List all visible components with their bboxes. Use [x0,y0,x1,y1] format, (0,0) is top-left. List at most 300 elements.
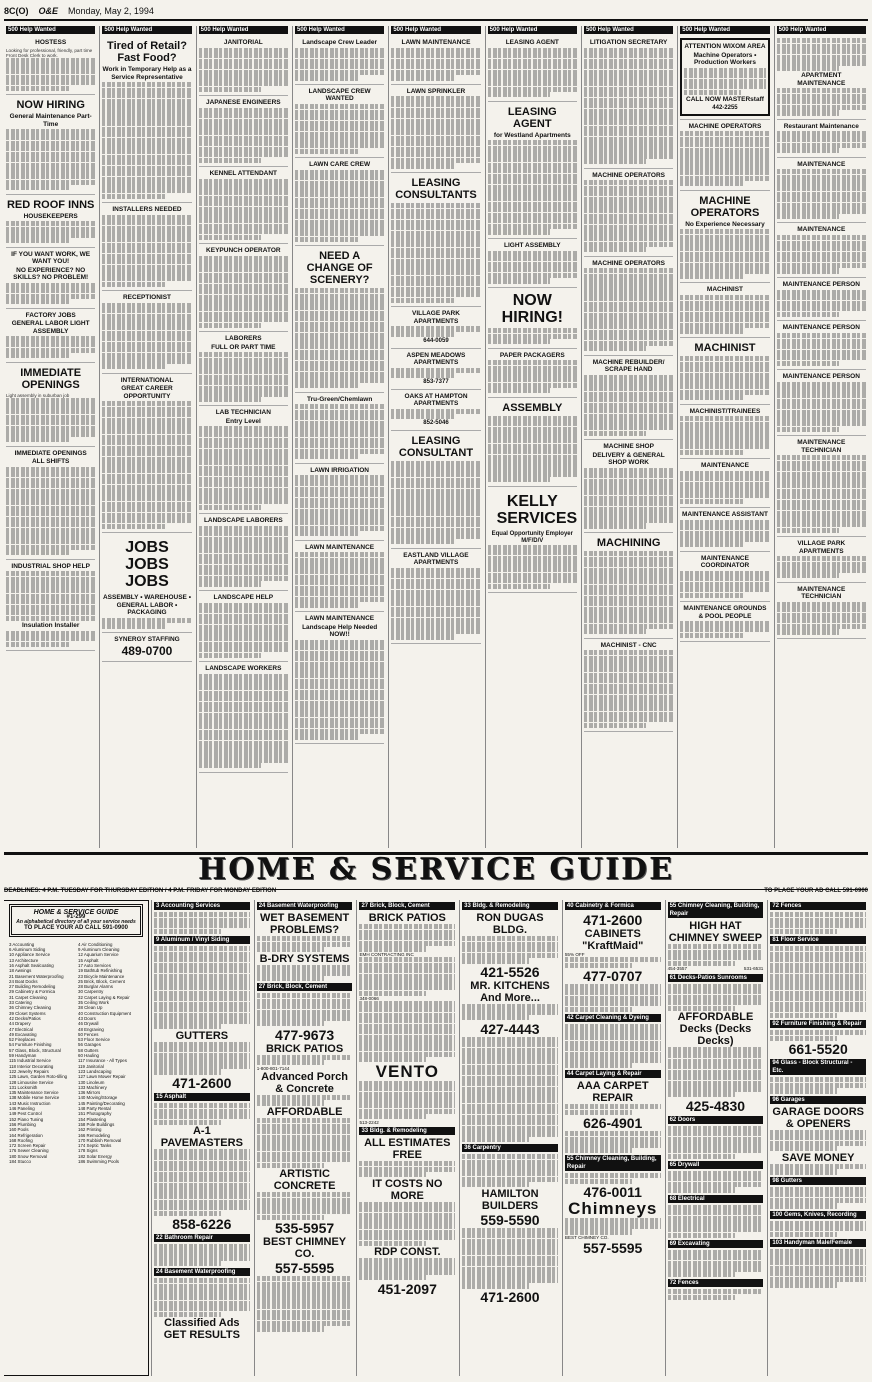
category-item: 39 Closet Systems [9,1010,46,1016]
category-item: 43 Doors [78,1015,96,1021]
ad-subtitle: ASSEMBLY • WAREHOUSE • GENERAL LABOR • PACKAGING [102,594,191,617]
ad-title: Tru-Green/Chemlawn [306,395,373,403]
ad-title: Tired of Retail? Fast Food? [107,40,187,64]
classified-ad [488,398,577,487]
guide-section-heading: 33 Bldg. & Remodeling [462,902,558,910]
classified-column-5 [388,26,482,848]
category-item: 47 Electrical [9,1026,33,1032]
column-heading: 500 Help Wanted [295,26,384,34]
ad-title: LAWN IRRIGATION [310,466,370,474]
guide-section-heading: 81 Floor Service [770,936,866,944]
category-item: 29 Cabinetry & Formica [9,989,56,995]
guide-ad-title: EMH CONTRACTING INC [359,951,414,957]
category-item: 12 Aquarium Service [78,952,119,958]
ad-subtitle: General Maintenance Part-Time [9,113,92,128]
classified-ad [102,36,191,203]
classified-ad [584,639,673,733]
column-heading: 500 Help Wanted [6,26,95,34]
classified-ad [777,278,866,321]
guide-ad-title: AFFORDABLE Decks (Decks Decks) [677,1011,754,1048]
ad-subtitle: DELIVERY & GENERAL SHOP WORK [592,451,665,467]
guide-ad-phone: 471-2600 [480,1289,540,1306]
ad-title: MACHINIST/TRAINEES [689,407,761,415]
classified-ad [777,370,866,436]
guide-column-5 [562,900,663,1376]
ad-phone: 852-5046 [423,419,449,426]
ad-title: LEASING CONSULTANTS [395,176,477,201]
paper-name: O&E [38,6,59,16]
ad-title: MAINTENANCE PERSON [782,373,860,381]
ad-title: MAINTENANCE PERSON [782,281,860,289]
guide-section-heading: 55 Chimney Cleaning, Building, Repair [668,902,764,918]
classified-ad [488,102,577,239]
guide-section-heading: 94 Glass - Block Structural - Etc. [770,1059,866,1075]
classified-ad [777,120,866,158]
index-cta: TO PLACE YOUR AD CALL 591-0900 [24,924,128,931]
ad-title: MACHINE OPERATORS [688,122,762,130]
home-service-guide-banner [4,852,868,890]
guide-section-heading: 36 Carpentry [462,1144,558,1152]
guide-ad-title: SAVE MONEY [781,1151,855,1164]
index-range: #1-299 [66,914,86,921]
category-item: 170 Rubbish Removal [78,1137,122,1143]
ad-phone: 442-2255 [712,104,738,111]
classified-ad [199,332,288,406]
classified-ad [102,633,191,662]
category-item: 21 Basement Waterproofing [9,973,64,979]
category-item: 9 Aluminum Cleaning [78,947,120,953]
guide-ad-phone: 531-6531 [743,966,764,972]
ad-title: ATTENTION WIXOM AREA [684,43,766,50]
guide-index [4,900,149,1376]
guide-title: HOME & SERVICE GUIDE [197,852,675,887]
guide-column-4 [459,900,560,1376]
ad-title: MAINTENANCE PERSON [782,324,860,332]
ad-title: IMMEDIATE OPENINGS [20,366,82,391]
ad-subtitle: Equal Opportunity Employer M/F/D/V [491,530,573,544]
ad-subtitle: GENERAL LABOR LIGHT ASSEMBLY [11,320,90,335]
category-item: 38 Clean Up [78,1005,103,1011]
ad-title: NOW HIRING [16,99,85,112]
guide-ad-phone: 513-2242 [359,1119,379,1125]
guide-ad-phone: 557-5595 [274,1260,335,1277]
ad-title: EASTLAND VILLAGE APARTMENTS [403,551,469,567]
ad-title: ASSEMBLY [502,401,563,414]
category-item: 23 Bicycle Maintenance [78,973,125,979]
classified-ad [680,405,769,460]
category-item: 25 Brick, Block, Cement [78,978,125,984]
ad-subtitle: GREAT CAREER OPPORTUNITY [121,385,173,400]
guide-column-3 [356,900,457,1376]
guide-ad-phone: 348-0066 [359,996,379,1002]
guide-deadlines: DEADLINES: 4 P.M. TUESDAY FOR THURSDAY EDITION / 4 P.M. FRIDAY FOR MONDAY EDITION [4,888,277,894]
category-item: 158 Pole Buildings [78,1121,115,1127]
classified-ad [680,191,769,284]
guide-ad-phone: 477-0707 [583,968,643,985]
ad-title: LAWN SPRINKLER [406,87,466,95]
ad-subtitle: Insulation Installer [21,622,80,630]
ad-subtitle: ALL SHIFTS [31,458,70,465]
guide-ad-title: CABINETS "KraftMaid" [582,928,644,952]
index-description: An alphabetical directory of all your service needs [16,919,136,926]
classified-column-9 [774,26,868,848]
category-item: 117 Insurance - All Types [78,1058,127,1064]
ad-title: JANITORIAL [223,39,263,46]
classified-column-7 [581,26,675,848]
ad-title: INTERNATIONAL [120,376,174,384]
category-item: 156 Plumbing [9,1121,36,1127]
classified-column-1 [4,26,97,848]
guide-ad-title: AFFORDABLE [266,1106,343,1119]
classified-ad [6,195,95,248]
category-item: 178 Signs [78,1148,98,1154]
ad-phone: 489-0700 [121,643,173,658]
ad-title: KEYPUNCH OPERATOR [206,247,281,255]
category-item: 4 Air Conditioning [78,941,113,947]
guide-ad-phone: 471-2600 [172,1075,232,1092]
ad-phone: 644-0059 [423,337,449,344]
category-item: 166 Remodeling [78,1132,110,1138]
classified-ad [295,464,384,541]
ad-title: RECEPTIONIST [122,294,172,302]
category-item: 17 Auto Services [78,963,111,968]
top-rule [4,19,868,21]
guide-section-heading: 42 Carpet Cleaning & Dyeing [565,1014,661,1022]
guide-ad-title: VENTO [375,1061,439,1081]
category-item: 133 Machinery [78,1084,107,1090]
category-item: 127 Lawn Mower Repair [78,1074,126,1080]
category-item: 168 Roofing [9,1137,33,1143]
classified-ad [6,447,95,560]
guide-ad-title: BEST CHIMNEY CO. [564,1235,609,1241]
guide-ad-phone: 427-4443 [480,1020,540,1037]
ad-title: MAINTENANCE ASSISTANT [681,511,768,519]
ad-title: LABORERS [225,335,262,343]
guide-section-heading: 92 Furniture Finishing & Repair [770,1020,866,1028]
guide-ad-title: RON DUGAS BLDG. [476,912,544,936]
classified-ad [391,431,480,549]
guide-subheader [4,888,868,898]
category-item: 48 Engraving [78,1026,104,1032]
ad-title: MACHINE REBUILDER/ SCRAPE HAND [592,358,665,374]
classified-ad [488,36,577,102]
category-item: 151 Photography [78,1111,112,1117]
category-item: 115 Industrial Service [9,1058,51,1064]
classified-ad [777,158,866,224]
ad-title: VILLAGE PARK APARTMENTS [412,310,460,325]
category-item: 42 Decks/Patios [9,1015,41,1021]
classified-ad [777,321,866,370]
guide-ad-phone: 421-5526 [480,963,540,980]
guide-ad-phone: 476-0011 [583,1184,642,1201]
guide-section-heading: 3 Accounting Services [154,902,250,910]
classified-column-3 [196,26,290,848]
classified-ad [391,549,480,645]
ad-title: LAWN MAINTENANCE [305,543,375,551]
guide-ad-phone: 425-4830 [685,1097,746,1114]
category-item: 135 Maintenance Service [9,1090,59,1096]
guide-section-heading: 103 Handyman Male/Female [770,1239,866,1247]
ad-title: RED ROOF INNS [6,198,95,211]
ad-title: LANDSCAPE CREW WANTED [308,87,371,103]
classified-ad [102,374,191,534]
category-item: 162 Printing [78,1127,102,1133]
guide-ad-title: BRICK PATIOS [265,1042,344,1055]
category-item: 123 Landscaping [78,1068,112,1074]
classified-ad [199,244,288,332]
column-heading: 500 Help Wanted [199,26,288,34]
guide-section-heading: 24 Basement Waterproofing [257,902,353,910]
category-item: 149 Pest Control [9,1111,42,1117]
category-item: 143 Music Instruction [9,1100,51,1106]
guide-ad-title: B-DRY SYSTEMS [259,952,350,965]
ad-title: LEASING AGENT [505,39,559,46]
ad-title: FACTORY JOBS [25,311,76,319]
ad-title: LANDSCAPE LABORERS [203,517,283,525]
ad-title: IMMEDIATE OPENINGS [14,449,87,457]
ad-title: LITIGATION SECRETARY [589,39,668,46]
classified-ad [199,514,288,591]
classified-ad [680,120,769,191]
ad-subtitle: Work in Temporary Help as a Service Representative [102,66,192,81]
category-item: 174 Septic Tanks [78,1143,112,1149]
guide-ad-title: BEST CHIMNEY CO. [263,1236,347,1261]
column-heading: 500 Help Wanted [680,26,769,34]
ad-title: MACHINE OPERATORS [690,194,760,219]
classified-ad [391,85,480,173]
category-item: 186 Swimming Pools [78,1158,119,1164]
classified-ad [584,440,673,533]
guide-section-heading: 9 Aluminum / Vinyl Siding [154,936,250,944]
ad-title: KENNEL ATTENDANT [209,170,278,178]
category-item: 6 Aluminum Siding [9,947,46,953]
category-item: 31 Carpet Cleaning [9,994,47,1000]
category-item: 58 Gutters [78,1047,99,1053]
category-item: 33 Catering [9,1000,32,1006]
ad-subtitle: Light assembly in suburban job [6,392,70,398]
category-item: 35 Ceiling Work [78,1000,109,1006]
classified-ad [680,508,769,551]
masthead [4,4,868,18]
classified-ad [488,349,577,398]
guide-section-heading: 33 Bldg. & Remodeling [359,1127,455,1135]
guide-section-heading: 65 Drywall [668,1161,764,1169]
service-guide-section [4,900,868,1376]
category-item: 130 Linoleum [78,1079,105,1085]
guide-ad-phone: 451-2097 [377,1280,437,1297]
classified-ad [680,459,769,508]
ad-title: MAINTENANCE [797,226,846,234]
guide-section-heading: 61 Decks-Patios Sunrooms [668,974,764,982]
category-item: 172 Screen Repair [9,1143,46,1149]
guide-section-heading: 69 Excavating [668,1240,764,1248]
guide-section-heading: 24 Basement Waterproofing [154,1268,250,1276]
classified-ad [295,246,384,392]
category-item: 182 Solar Energy [78,1153,112,1159]
ad-title: HOSTESS [35,39,67,46]
ad-subtitle: FULL OR PART TIME [211,343,276,351]
category-item: 138 Mobile Home Service [9,1095,60,1101]
category-item: 10 Appliance Service [9,952,51,958]
guide-ad-title: Advanced Porch & Concrete [261,1070,348,1095]
guide-ad-title: A-1 PAVEMASTERS [160,1125,243,1150]
ad-title: APARTMENT MAINTENANCE [797,72,846,87]
ad-subtitle: No Experience Necessary [685,220,765,228]
ad-title: Restaurant Maintenance [783,122,859,130]
classified-ad [199,662,288,772]
category-item: 59 Handyman [9,1053,37,1059]
ad-title: NOW HIRING! [501,292,563,326]
category-item: 27 Building Remodeling [9,984,56,990]
guide-section-heading: 27 Brick, Block, Cement [257,983,353,991]
guide-ad-title: MR. KITCHENS And More... [470,979,550,1004]
category-item: 36 Chimney Cleaning [9,1005,51,1011]
guide-section-heading: 62 Doors [668,1116,764,1124]
category-item: 53 Floor Service [78,1037,110,1043]
category-item: 160 Pools [9,1127,29,1133]
guide-ad-phone: 535-5957 [274,1220,335,1237]
guide-section-heading: 55 Chimney Cleaning, Building, Repair [565,1155,661,1171]
ad-title: PAPER PACKAGERS [499,351,565,359]
ad-title: LEASING CONSULTANT [398,434,474,459]
ad-title: MAINTENANCE GROUNDS & POOL PEOPLE [683,605,767,620]
category-item: 49 Excavating [9,1031,37,1037]
ad-title: MAINTENANCE [797,160,846,168]
category-item: 176 Sewer Cleaning [9,1148,49,1154]
ad-title: MAINTENANCE COORDINATOR [700,554,750,570]
classified-ad [6,309,95,363]
guide-section-heading: 40 Cabinetry & Formica [565,902,661,910]
ad-title: MAINTENANCE TECHNICIAN [797,439,846,454]
classified-ad [488,487,577,594]
category-item: 13 Architecture [9,957,39,963]
classified-ad [391,36,480,85]
classified-column-8 [677,26,771,848]
ad-text: Looking for professional, friendly, part time Front Desk Clerk to work. [6,47,93,58]
guide-ad-phone: 471-2600 [583,912,643,928]
index-title: HOME & SERVICE GUIDE [33,909,119,916]
help-wanted-section [4,26,868,848]
column-heading: 500 Help Wanted [391,26,480,34]
guide-section-heading: 98 Gutters [770,1177,866,1185]
classified-ad [777,36,866,120]
classified-ad [102,203,191,291]
category-item: 52 Fireplaces [9,1037,36,1043]
classified-ad [680,338,769,405]
classified-column-6 [485,26,579,848]
guide-ad-phone: 626-4901 [583,1115,643,1132]
guide-ad-title: GUTTERS [175,1029,229,1042]
category-item: 50 Fences [78,1031,99,1037]
category-item: 24 Boat Docks [9,978,38,984]
category-item: 16 Asphalt Sealcoating [9,963,54,968]
classified-ad [102,533,191,633]
ad-title: MAINTENANCE [700,462,749,470]
category-item: 46 Drywall [78,1021,99,1027]
category-item: 44 Drapery [9,1021,31,1027]
classified-ad [295,36,384,85]
guide-ad-title: BRICK PATIOS [368,912,446,924]
category-item: 131 Locksmith [9,1084,38,1090]
classified-column-4 [292,26,386,848]
category-item: 152 Piano Tuning [9,1116,44,1122]
ad-title: NEED A CHANGE OF SCENERY? [306,250,373,287]
guide-section-heading: 68 Electrical [668,1195,764,1203]
category-item: 148 Party Rental [78,1106,111,1112]
ad-title: SYNERGY STAFFING [114,636,180,644]
category-item: 119 Janitorial [78,1063,104,1069]
classified-ad [584,257,673,356]
classified-ad [584,533,673,639]
category-item: 28 Burglar Alarms [78,984,113,990]
classified-ad [777,223,866,278]
guide-column-7 [767,900,868,1376]
ad-title: IF YOU WANT WORK, WE WANT YOU! [11,250,91,266]
classified-ad [295,541,384,612]
classified-ad [6,248,95,309]
classified-ad [295,85,384,158]
classified-ad [102,291,191,373]
category-item: 128 Limousine Service [9,1079,54,1085]
ad-title: JOBS JOBS JOBS [125,539,169,591]
ad-title: OAKS AT HAMPTON APARTMENTS [404,392,468,408]
column-heading: 500 Help Wanted [777,26,866,34]
ad-title: JAPANESE ENGINEERS [205,99,281,107]
guide-ad-title: ARTISTIC CONCRETE [273,1168,336,1193]
column-heading: 500 Help Wanted [102,26,191,34]
ad-title: MACHINE OPERATORS [592,259,665,267]
ad-subtitle: Machine Operators • Production Workers [693,51,757,66]
classified-column-2 [99,26,193,848]
classified-ad [584,356,673,440]
ad-title: MAINTENANCE TECHNICIAN [797,585,846,600]
guide-cta: TO PLACE YOUR AD CALL 591-0900 [764,888,868,894]
guide-section-heading: 72 Fences [668,1279,764,1287]
ad-title: MACHINE SHOP [603,443,654,451]
classified-ad [777,436,866,537]
classified-ad [199,96,288,167]
guide-ad-title: IT COSTS NO MORE [372,1177,443,1202]
guide-section-heading: 22 Bathroom Repair [154,1234,250,1242]
category-item: 125 Lawn, Garden Roto-tilling [9,1074,68,1080]
ad-title: INDUSTRIAL SHOP HELP [11,562,90,570]
classified-ad [680,552,769,603]
category-item: 164 Refrigeration [9,1132,43,1138]
ad-title: LAWN MAINTENANCE [305,615,375,623]
classified-ad [295,393,384,464]
category-item: 30 Carpentry [78,989,104,995]
guide-section-heading: 100 Gems, Knives, Recording [770,1211,866,1219]
issue-date: Monday, May 2, 1994 [68,6,154,16]
category-item: 3 Accounting [9,941,35,947]
ad-title: ASPEN MEADOWS APARTMENTS [406,351,466,367]
ad-subtitle: Entry Level [225,417,261,425]
classified-ad [488,288,577,349]
classified-ad [680,36,769,120]
ad-subtitle: for Westland Apartments [493,131,571,139]
ad-subtitle: HOUSEKEEPERS [23,212,78,220]
classified-ad [199,36,288,96]
guide-ad-phone: 559-5590 [480,1211,540,1228]
guide-section-heading: 72 Fences [770,902,866,910]
ad-title: LEASING AGENT [507,105,557,130]
classified-ad [680,602,769,642]
category-item: 54 Furniture Finishing [9,1042,52,1048]
category-list [6,940,146,1166]
classified-ad [295,158,384,246]
ad-title: LANDSCAPE WORKERS [205,665,282,673]
classified-ad [488,239,577,288]
